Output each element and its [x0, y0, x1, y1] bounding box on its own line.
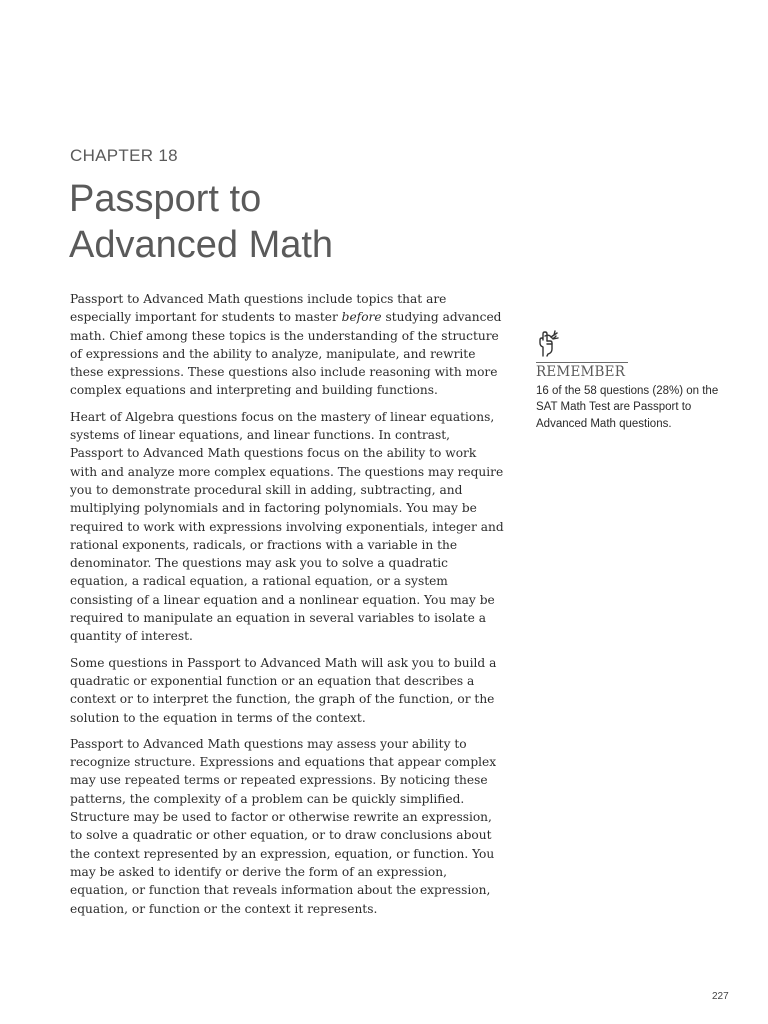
paragraph-1-text-a: Passport to Advanced Math questions include topics that are especially important for students to master: [70, 292, 447, 325]
page-number: 227: [712, 991, 729, 1002]
paragraph-1-emphasis: before: [341, 310, 382, 325]
sidebar-divider: [536, 362, 628, 363]
remember-sidebar: [536, 330, 736, 432]
chapter-body: [70, 290, 505, 926]
paragraph-4: Passport to Advanced Math questions may assess your ability to recognize structure. Expressions and equations that appear complex may use repeated terms or repeated expressions. By noticing these patterns, the complexity of a problem can be quickly simplified. Structure may be used to factor or otherwise rewrite an expression, to solve a quadratic or other equation, or to draw conclusions about the context represented by an expression, equation, or function. You may be asked to identify or derive the form of an expression, equation, or function that reveals information about the expression, equation, or function or the context it represents.: [70, 736, 497, 916]
chapter-title: [69, 176, 333, 268]
paragraph-2: Heart of Algebra questions focus on the mastery of linear equations, systems of linear equations, and linear functions. In contrast, Passport to Advanced Math questions focus on the ability to work with and analyze more complex equations. The questions may require you to demonstrate procedural skill in adding, subtracting, and multiplying polynomials and in factoring polynomials. You may be required to work with expressions involving exponentials, integer and rational exponents, radicals, or fractions with a variable in the denominator. The questions may ask you to solve a quadratic equation, a radical equation, a rational equation, or a system consisting of a linear equation and a nonlinear equation. You may be required to manipulate an equation in several variables to isolate a quantity of interest.: [70, 409, 504, 644]
paragraph-1-text-b: studying advanced math. Chief among these topics is the understanding of the structure of expressions and the ability to analyze, manipulate, and rewrite these expressions. These questions also include reasoning with more complex equations and interpreting and building functions.: [70, 310, 502, 398]
sidebar-text: 16 of the 58 questions (28%) on the SAT Math Test are Passport to Advanced Math questions.: [536, 385, 719, 430]
paragraph-1: [70, 290, 505, 400]
chapter-title-line-2: Advanced Math: [69, 224, 334, 266]
paragraph-3: Some questions in Passport to Advanced Math will ask you to build a quadratic or exponential function or an equation that describes a context or to interpret the function, the graph of the function, or the solution to the equation in terms of the context.: [70, 655, 497, 725]
chapter-label: CHAPTER 18: [70, 146, 178, 165]
sidebar-heading: REMEMBER: [536, 364, 626, 380]
finger-string-reminder-icon: [536, 330, 560, 358]
chapter-title-line-1: Passport to: [69, 178, 262, 220]
